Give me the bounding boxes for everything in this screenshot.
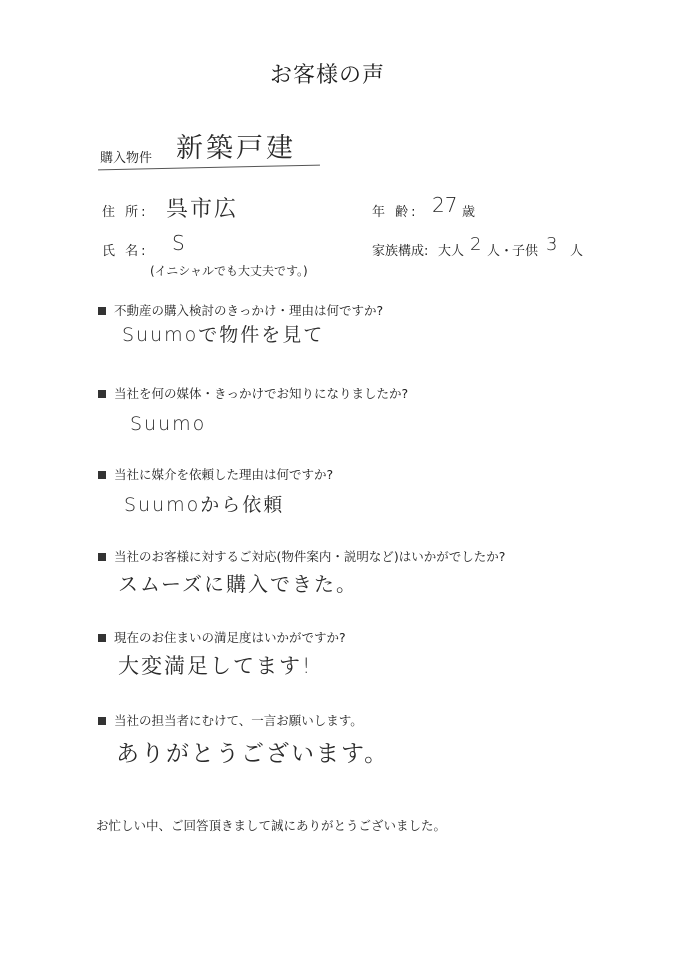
answer-4: スムーズに購入できた。 — [118, 572, 358, 596]
answer-6: ありがとうございます。 — [116, 741, 390, 767]
adults-unit: 人 — [487, 244, 501, 259]
age-label: 年 齢: — [372, 205, 419, 220]
bullet-square-icon — [98, 717, 106, 725]
bullet-square-icon — [98, 553, 106, 561]
bullet-square-icon — [98, 471, 106, 479]
children-count: 3 — [546, 234, 558, 255]
children-unit: 人 — [570, 244, 584, 259]
name-label: 氏 名: — [102, 244, 149, 259]
adults-count: 2 — [470, 234, 482, 255]
address-label: 住 所: — [102, 205, 149, 220]
age-unit: 歳 — [462, 205, 476, 220]
question-5 — [98, 628, 346, 646]
address-value: 呉市広 — [166, 197, 239, 222]
answer-5: 大変満足してます! — [118, 654, 313, 678]
question-4 — [98, 547, 505, 565]
question-3 — [98, 465, 333, 483]
question-text: 当社を何の媒体・きっかけでお知りになりましたか? — [114, 386, 409, 401]
closing-message: お忙しい中、ご回答頂きまして誠にありがとうございました。 — [96, 818, 447, 833]
age-value: 27 — [432, 193, 458, 217]
question-text: 当社のお客様に対するご対応(物件案内・説明など)はいかがでしたか? — [114, 549, 506, 564]
family-separator: ・ — [500, 244, 514, 259]
property-value: 新築戸建 — [176, 133, 296, 164]
property-label: 購入物件 — [100, 151, 153, 166]
name-note: (イニシャルでも大丈夫です。) — [150, 264, 308, 278]
bullet-square-icon — [98, 390, 106, 398]
question-2 — [98, 384, 408, 402]
question-text: 現在のお住まいの満足度はいかがですか? — [114, 630, 346, 645]
bullet-square-icon — [98, 634, 106, 642]
adults-label: 大人 — [438, 244, 465, 259]
family-label: 家族構成: — [372, 244, 429, 259]
answer-2: Suumo — [130, 413, 207, 435]
answer-1: Suumoで物件を見て — [122, 324, 325, 346]
question-text: 不動産の購入検討のきっかけ・理由は何ですか? — [114, 303, 384, 318]
question-1 — [98, 301, 383, 319]
question-text: 当社に媒介を依頼した理由は何ですか? — [114, 467, 334, 482]
bullet-square-icon — [98, 307, 106, 315]
question-6 — [98, 711, 363, 729]
question-text: 当社の担当者にむけて、一言お願いします。 — [114, 713, 363, 728]
page-title: お客様の声 — [270, 63, 386, 88]
name-value: S — [172, 231, 185, 255]
children-label: 子供 — [512, 244, 539, 259]
answer-3: Suumoから依頼 — [124, 494, 285, 516]
